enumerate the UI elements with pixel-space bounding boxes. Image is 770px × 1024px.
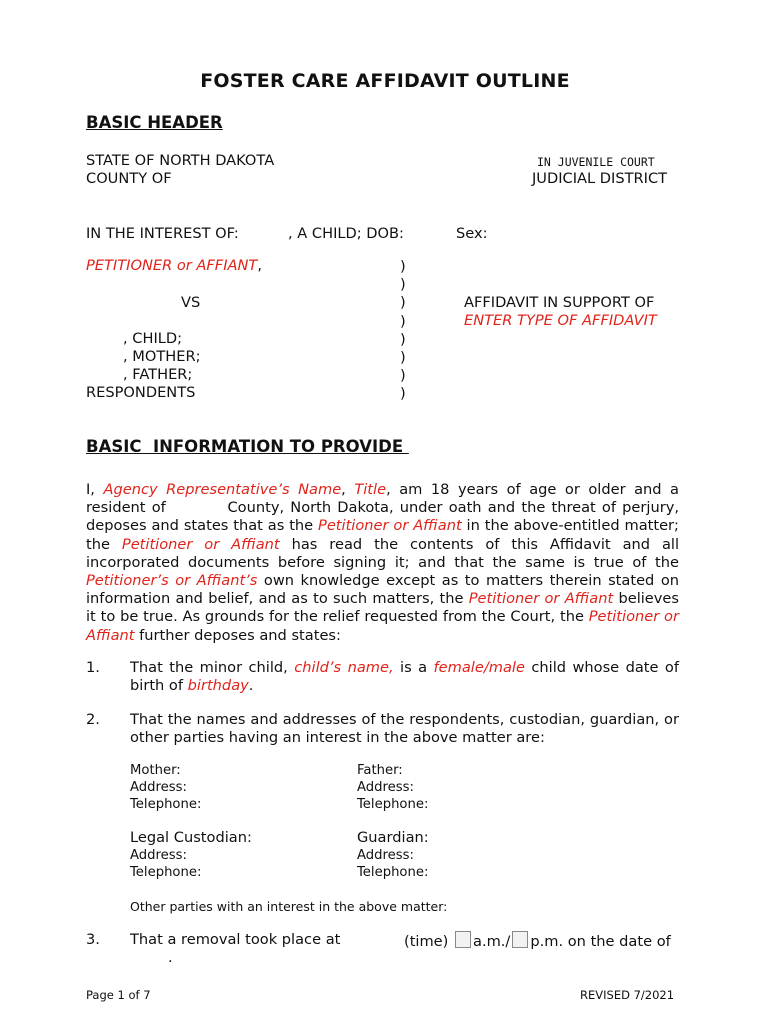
custodian-telephone-label: Telephone: [130, 865, 202, 880]
time-label: (time) [404, 933, 449, 950]
county-label: COUNTY OF [86, 170, 172, 187]
petitioner-placeholder: PETITIONER or AFFIANT [86, 257, 258, 274]
respondents-label: RESPONDENTS [86, 384, 196, 401]
mother-label: Mother: [130, 763, 181, 778]
text-run: believes it to be true. As grounds for the relief requested from the Court, the [86, 590, 680, 626]
basic-info-heading: BASIC INFORMATION TO PROVIDE [86, 437, 409, 456]
child-respondent: , CHILD; [123, 330, 183, 347]
title-placeholder: Title [354, 481, 387, 498]
other-parties-label: Other parties with an interest in the above matter: [130, 899, 448, 914]
text-run: is a [393, 659, 434, 676]
child-dob-label: , A CHILD; DOB: [288, 225, 404, 242]
paren: ) [400, 349, 406, 367]
paren: ) [400, 312, 406, 330]
guardian-telephone-label: Telephone: [357, 865, 429, 880]
text-run: , [341, 481, 355, 498]
petitioner-placeholder: Petitioner or Affiant [468, 590, 614, 608]
mother-address-label: Address: [130, 780, 187, 795]
document-title: FOSTER CARE AFFIDAVIT OUTLINE [200, 70, 570, 92]
page-number: Page 1 of 7 [86, 988, 151, 1002]
text-run: in the above-entitled matter; the [86, 517, 679, 553]
vs-label: VS [181, 294, 201, 311]
agency-name-placeholder: Agency Representative’s Name [103, 481, 342, 498]
interest-of-label: IN THE INTEREST OF: [86, 225, 239, 242]
item-number-1: 1. [86, 659, 100, 676]
time-am-pm-line [404, 931, 671, 950]
father-telephone-label: Telephone: [357, 797, 429, 812]
father-label: Father: [357, 763, 403, 778]
item-number-3: 3. [86, 931, 100, 948]
district-label: JUDICIAL DISTRICT [532, 170, 668, 187]
item-2-text: That the names and addresses of the respondents, custodian, guardian, or other parties having an interest in the above matter are: [130, 711, 679, 747]
pm-checkbox[interactable] [512, 931, 528, 948]
birthday-placeholder: birthday [187, 677, 249, 695]
item-3-text: That a removal took place at [130, 931, 341, 948]
text-run: I, [86, 481, 104, 498]
am-checkbox[interactable] [455, 931, 471, 948]
paren: ) [400, 367, 406, 385]
text-run: own knowledge except as to matters therein stated on information and belief, and as to such matters, the [86, 572, 679, 608]
legal-custodian-label: Legal Custodian: [130, 829, 252, 846]
sex-label: Sex: [456, 225, 488, 242]
state-label: STATE OF NORTH DAKOTA [86, 152, 275, 169]
mother-telephone-label: Telephone: [130, 797, 202, 812]
child-name-placeholder: child’s name, [294, 659, 394, 676]
text-run: . [248, 677, 254, 695]
petitioner-placeholder: Petitioner or Affiant [86, 608, 679, 644]
text-run: , am 18 years of age or older and a resident of County, North Dakota, under oath and the threat of perjury, deposes and states that as the [86, 481, 684, 535]
item-1-text [130, 659, 679, 695]
petitioner-line [86, 257, 262, 274]
petitioner-placeholder: Petitioner or Affiant [318, 517, 462, 535]
pm-label: p.m. on the date of [530, 933, 671, 950]
basic-header-heading: BASIC HEADER [86, 113, 223, 132]
text-run: further deposes and states: [134, 626, 341, 644]
paren: ) [400, 258, 406, 275]
caption-parentheses [400, 258, 406, 404]
petitioner-placeholder: Petitioner or Affiant [121, 535, 280, 553]
affidavit-type-placeholder: ENTER TYPE OF AFFIDAVIT [464, 312, 657, 329]
guardian-address-label: Address: [357, 848, 414, 863]
item-3-period: . [168, 949, 173, 966]
petitioner-comma: , [257, 257, 262, 274]
item-number-2: 2. [86, 711, 100, 728]
revised-date: REVISED 7/2021 [580, 988, 675, 1002]
paren: ) [400, 294, 406, 312]
custodian-address-label: Address: [130, 848, 187, 863]
court-label: IN JUVENILE COURT [537, 155, 655, 169]
paren: ) [400, 330, 406, 348]
affidavit-support-label: AFFIDAVIT IN SUPPORT OF [464, 294, 655, 311]
paren: ) [400, 276, 406, 294]
mother-respondent: , MOTHER; [123, 348, 201, 365]
am-label: a.m./ [473, 933, 511, 950]
gender-placeholder: female/male [433, 659, 525, 676]
petitioner-placeholder: Petitioner’s or Affiant’s [86, 572, 258, 590]
father-address-label: Address: [357, 780, 414, 795]
father-respondent: , FATHER; [123, 366, 193, 383]
intro-paragraph [86, 481, 684, 645]
text-run: has read the contents of this Affidavit and all incorporated documents before signing it; and that the same is true of the [86, 535, 679, 571]
guardian-label: Guardian: [357, 829, 429, 846]
text-run: That the minor child, [130, 659, 295, 676]
text-run: child whose date of birth of [130, 659, 679, 695]
paren: ) [400, 385, 406, 403]
